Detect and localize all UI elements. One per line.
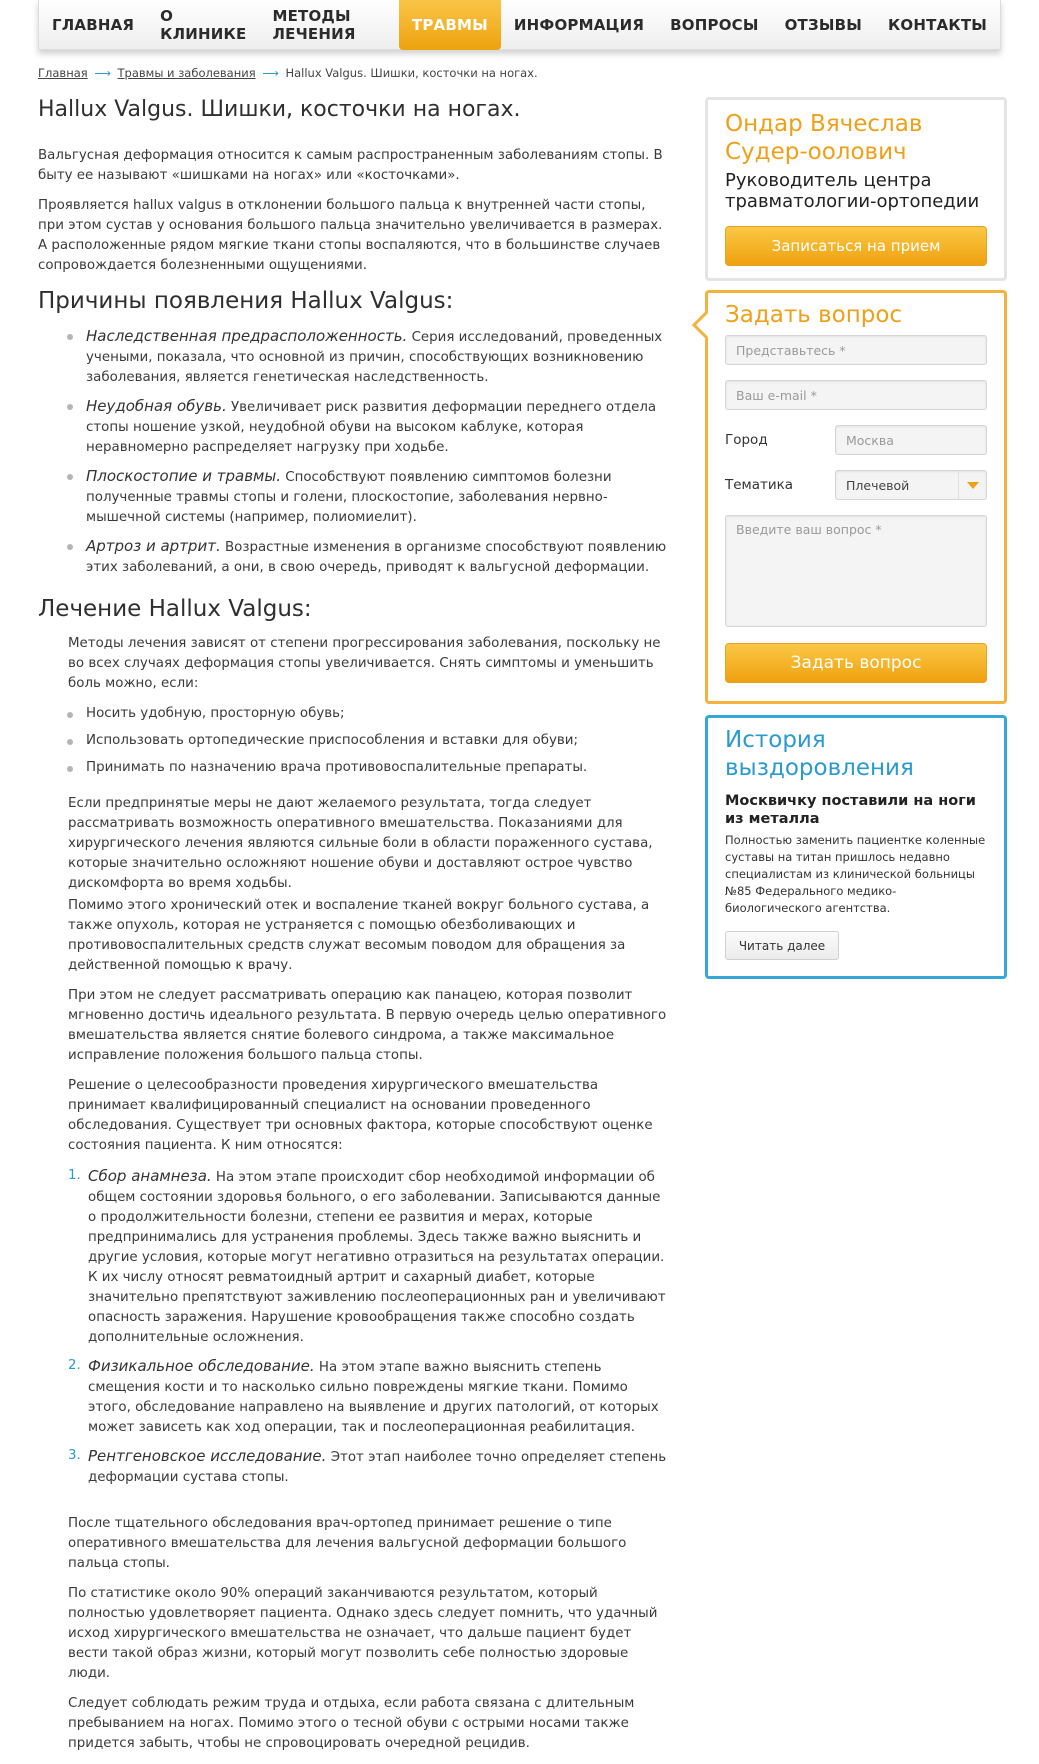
ask-question-form [705, 290, 1007, 704]
email-input[interactable]: Ваш e-mail * [725, 380, 987, 410]
list-item [68, 1356, 672, 1438]
chevron-down-icon[interactable] [958, 471, 986, 499]
cause-text: Возрастные изменения в организме способствуют появлению этих заболеваний, а они, в свою очередь, приводят к вальгусной деформации. [86, 540, 667, 575]
nav-item-reviews[interactable]: ОТЗЫВЫ [784, 16, 862, 34]
surgery-paragraph: Помимо этого хронический отек и воспаление тканей вокруг больного сустава, а также опухоль, которая не устраняется с помощью обезболивающих и противовоспалительных средств служат весомым поводом для обращения за действенной помощью к врачу. [68, 898, 650, 973]
topic-row [725, 470, 987, 500]
treatment-list [38, 704, 672, 778]
submit-question-button[interactable]: Задать вопрос [725, 643, 987, 683]
page-title: Hallux Valgus. Шишки, косточки на ногах. [38, 97, 521, 122]
factor-text: На этом этапе важно выяснить степень смещения кости и то насколько сильно повреждены мягкие ткани. Помимо этого, обследование направлено на выявление и других патологий, от которых может зависеть как ход операции, так и послеоперационная реабилитация. [88, 1360, 659, 1435]
doctor-card [705, 97, 1007, 281]
history-title: История выздоровления [725, 727, 914, 781]
closing-paragraph: По статистике около 90% операций заканчиваются результатом, который полностью удовлетворяет пациента. Однако здесь следует помнить, что удачный исход хирургического вмешательства не означает, что дальше пациент будет вести такой образ жизни, который могут позволить себе полностью здоровые люди. [68, 1586, 658, 1681]
nav-item-contacts[interactable]: КОНТАКТЫ [887, 16, 987, 34]
list-number: 1. [68, 1168, 81, 1183]
read-more-button[interactable]: Читать далее [725, 931, 839, 960]
surgery-section [38, 794, 672, 1156]
intro-paragraph: Вальгусная деформация относится к самым распространенным заболеваниям стопы. В быту ее называют «шишками на ногах» или «косточками». [38, 148, 663, 183]
factor-term: Сбор анамнеза. [88, 1167, 212, 1185]
causes-list [38, 326, 672, 578]
list-item: Носить удобную, просторную обувь; [86, 704, 672, 724]
name-input[interactable]: Представьтесь * [725, 335, 987, 365]
list-number: 2. [68, 1358, 81, 1373]
nav-item-home[interactable]: ГЛАВНАЯ [52, 16, 135, 34]
cause-term: Неудобная обувь. [86, 397, 227, 415]
breadcrumb-arrow-icon: ⟶ [262, 66, 279, 80]
cause-term: Плоскостопие и травмы. [86, 467, 281, 485]
list-item [86, 466, 672, 528]
history-text: Полностью заменить пациентке коленные суставы на титан пришлось недавно специалистам из клинической больницы №85 Федерального медико-биологического агентства. [725, 833, 986, 915]
question-textarea[interactable]: Введите ваш вопрос * [725, 515, 987, 627]
cause-term: Наследственная предрасположенность. [86, 327, 408, 345]
cause-text: Увеличивает риск развития деформации переднего отдела стопы ношение узкой, неудобной обуви на высоком каблуке, которая неравномерно распределяет нагрузку при ходьбе. [86, 400, 657, 455]
breadcrumb-home[interactable]: Главная [38, 66, 88, 80]
breadcrumb-current: Hallux Valgus. Шишки, косточки на ногах. [285, 66, 538, 80]
factor-term: Физикальное обследование. [88, 1357, 315, 1375]
topic-select[interactable] [835, 470, 987, 500]
history-subtitle: Москвичку поставили на ноги из металла [725, 793, 976, 827]
list-item [86, 396, 672, 458]
topic-select-value: Плечевой [846, 477, 910, 493]
cause-term: Артроз и артрит. [86, 537, 221, 555]
factor-text: Этот этап наиболее точно определяет степень деформации сустава стопы. [88, 1450, 667, 1485]
breadcrumb-arrow-icon: ⟶ [94, 66, 111, 80]
nav-item-info[interactable]: ИНФОРМАЦИЯ [513, 16, 645, 34]
city-input[interactable]: Москва [835, 425, 987, 455]
main-nav [38, 0, 1001, 50]
treatment-intro: Методы лечения зависят от степени прогрессирования заболевания, поскольку не во всех случаях деформация стопы увеличивается. Снять симптомы и уменьшить боль можно, если: [68, 636, 661, 691]
intro-paragraph: Проявляется hallux valgus в отклонении большого пальца к внутренней части стопы, при этом сустав у основания большого пальца значительно увеличивается в размерах. А расположенные рядом мягкие ткани стопы воспаляются, что в большинстве случаев сопровождается болезненными ощущениями. [38, 198, 663, 273]
factor-term: Рентгеновское исследование. [88, 1447, 327, 1465]
list-item [86, 326, 672, 388]
closing-section [38, 1514, 672, 1754]
ask-form-title: Задать вопрос [725, 302, 903, 328]
surgery-paragraph: Решение о целесообразности проведения хирургического вмешательства принимает квалифицированный специалист на основании проведенного обследования. Существует три основных фактора, которые способствуют оценке состояния пациента. К ним относятся: [68, 1078, 653, 1153]
breadcrumb-section[interactable]: Травмы и заболевания [117, 66, 256, 80]
nav-item-methods[interactable]: МЕТОДЫ ЛЕЧЕНИЯ [272, 7, 356, 43]
factors-list [38, 1166, 672, 1488]
surgery-paragraph: Если предпринятые меры не дают желаемого результата, тогда следует рассматривать возможность оперативного вмешательства. Показаниями для хирургического лечения являются сильные боли в области пораженного сустава, которые значительно осложняют ношение обуви и доставляют острое чувство дискомфорта во время ходьбы. [68, 796, 653, 891]
article [38, 96, 672, 1764]
surgery-paragraph: При этом не следует рассматривать операцию как панацею, которая позволит мгновенно достичь идеального результата. В первую очередь целью оперативного вмешательства является снятие болевого синдрома, а также максимальное исправление положения большого пальца стопы. [68, 988, 667, 1063]
list-number: 3. [68, 1448, 81, 1463]
factor-text: На этом этапе происходит сбор необходимой информации об общем состоянии здоровья больного, о его заболевании. Записываются данные о продолжительности болезни, степени ее развития и мерах, которые предпринимались для устранения проблемы. Здесь также важно выяснить и другие условия, которые могут негативно отразиться на результатах операции. К их числу относят ревматоидный артрит и сахарный диабет, которые значительно препятствуют заживлению послеоперационных ран и увеличивают опасность заражения. Нарушение кровообращения также способно создать дополнительные осложнения. [88, 1170, 666, 1345]
closing-paragraph: Следует соблюдать режим труда и отдыха, если работа связана с длительным пребыванием на ногах. Помимо этого о тесной обуви с острыми носами также придется забыть, чтобы не спровоцировать очередной рецидив. [68, 1696, 635, 1751]
cause-text: Серия исследований, проведенных учеными, показала, что основной из причин, способствующих возникновению заболевания, является генетическая наследственность. [86, 330, 663, 385]
breadcrumb [38, 66, 538, 80]
list-item [68, 1166, 672, 1348]
city-row [725, 425, 987, 455]
list-item: Принимать по назначению врача противовоспалительные препараты. [86, 758, 672, 778]
doctor-role: Руководитель центра травматологии-ортопедии [725, 170, 980, 212]
recovery-story-card [705, 715, 1007, 979]
callout-arrow-icon [692, 311, 720, 339]
nav-item-injuries[interactable]: ТРАВМЫ [399, 0, 501, 50]
doctor-name[interactable]: Ондар Вячеслав Судер-оолович [725, 111, 923, 165]
topic-label: Тематика [725, 477, 794, 493]
list-item [68, 1446, 672, 1488]
treatment-heading: Лечение Hallux Valgus: [38, 596, 312, 622]
list-item [86, 536, 672, 578]
closing-paragraph: После тщательного обследования врач-ортопед принимает решение о типе оперативного вмешательства для лечения вальгусной деформации большого пальца стопы. [68, 1516, 627, 1571]
nav-item-questions[interactable]: ВОПРОСЫ [670, 16, 759, 34]
causes-heading: Причины появления Hallux Valgus: [38, 288, 454, 314]
cause-text: Способствуют появлению симптомов болезни полученные травмы стопы и голени, плоскостопие, заболевания нервно-мышечной системы (например, полиомиелит). [86, 470, 612, 525]
city-label: Город [725, 432, 768, 448]
treatment-section [38, 634, 672, 694]
list-item: Использовать ортопедические приспособления и вставки для обуви; [86, 731, 672, 751]
appointment-button[interactable]: Записаться на прием [725, 226, 987, 266]
nav-item-about[interactable]: О КЛИНИКЕ [160, 7, 247, 43]
